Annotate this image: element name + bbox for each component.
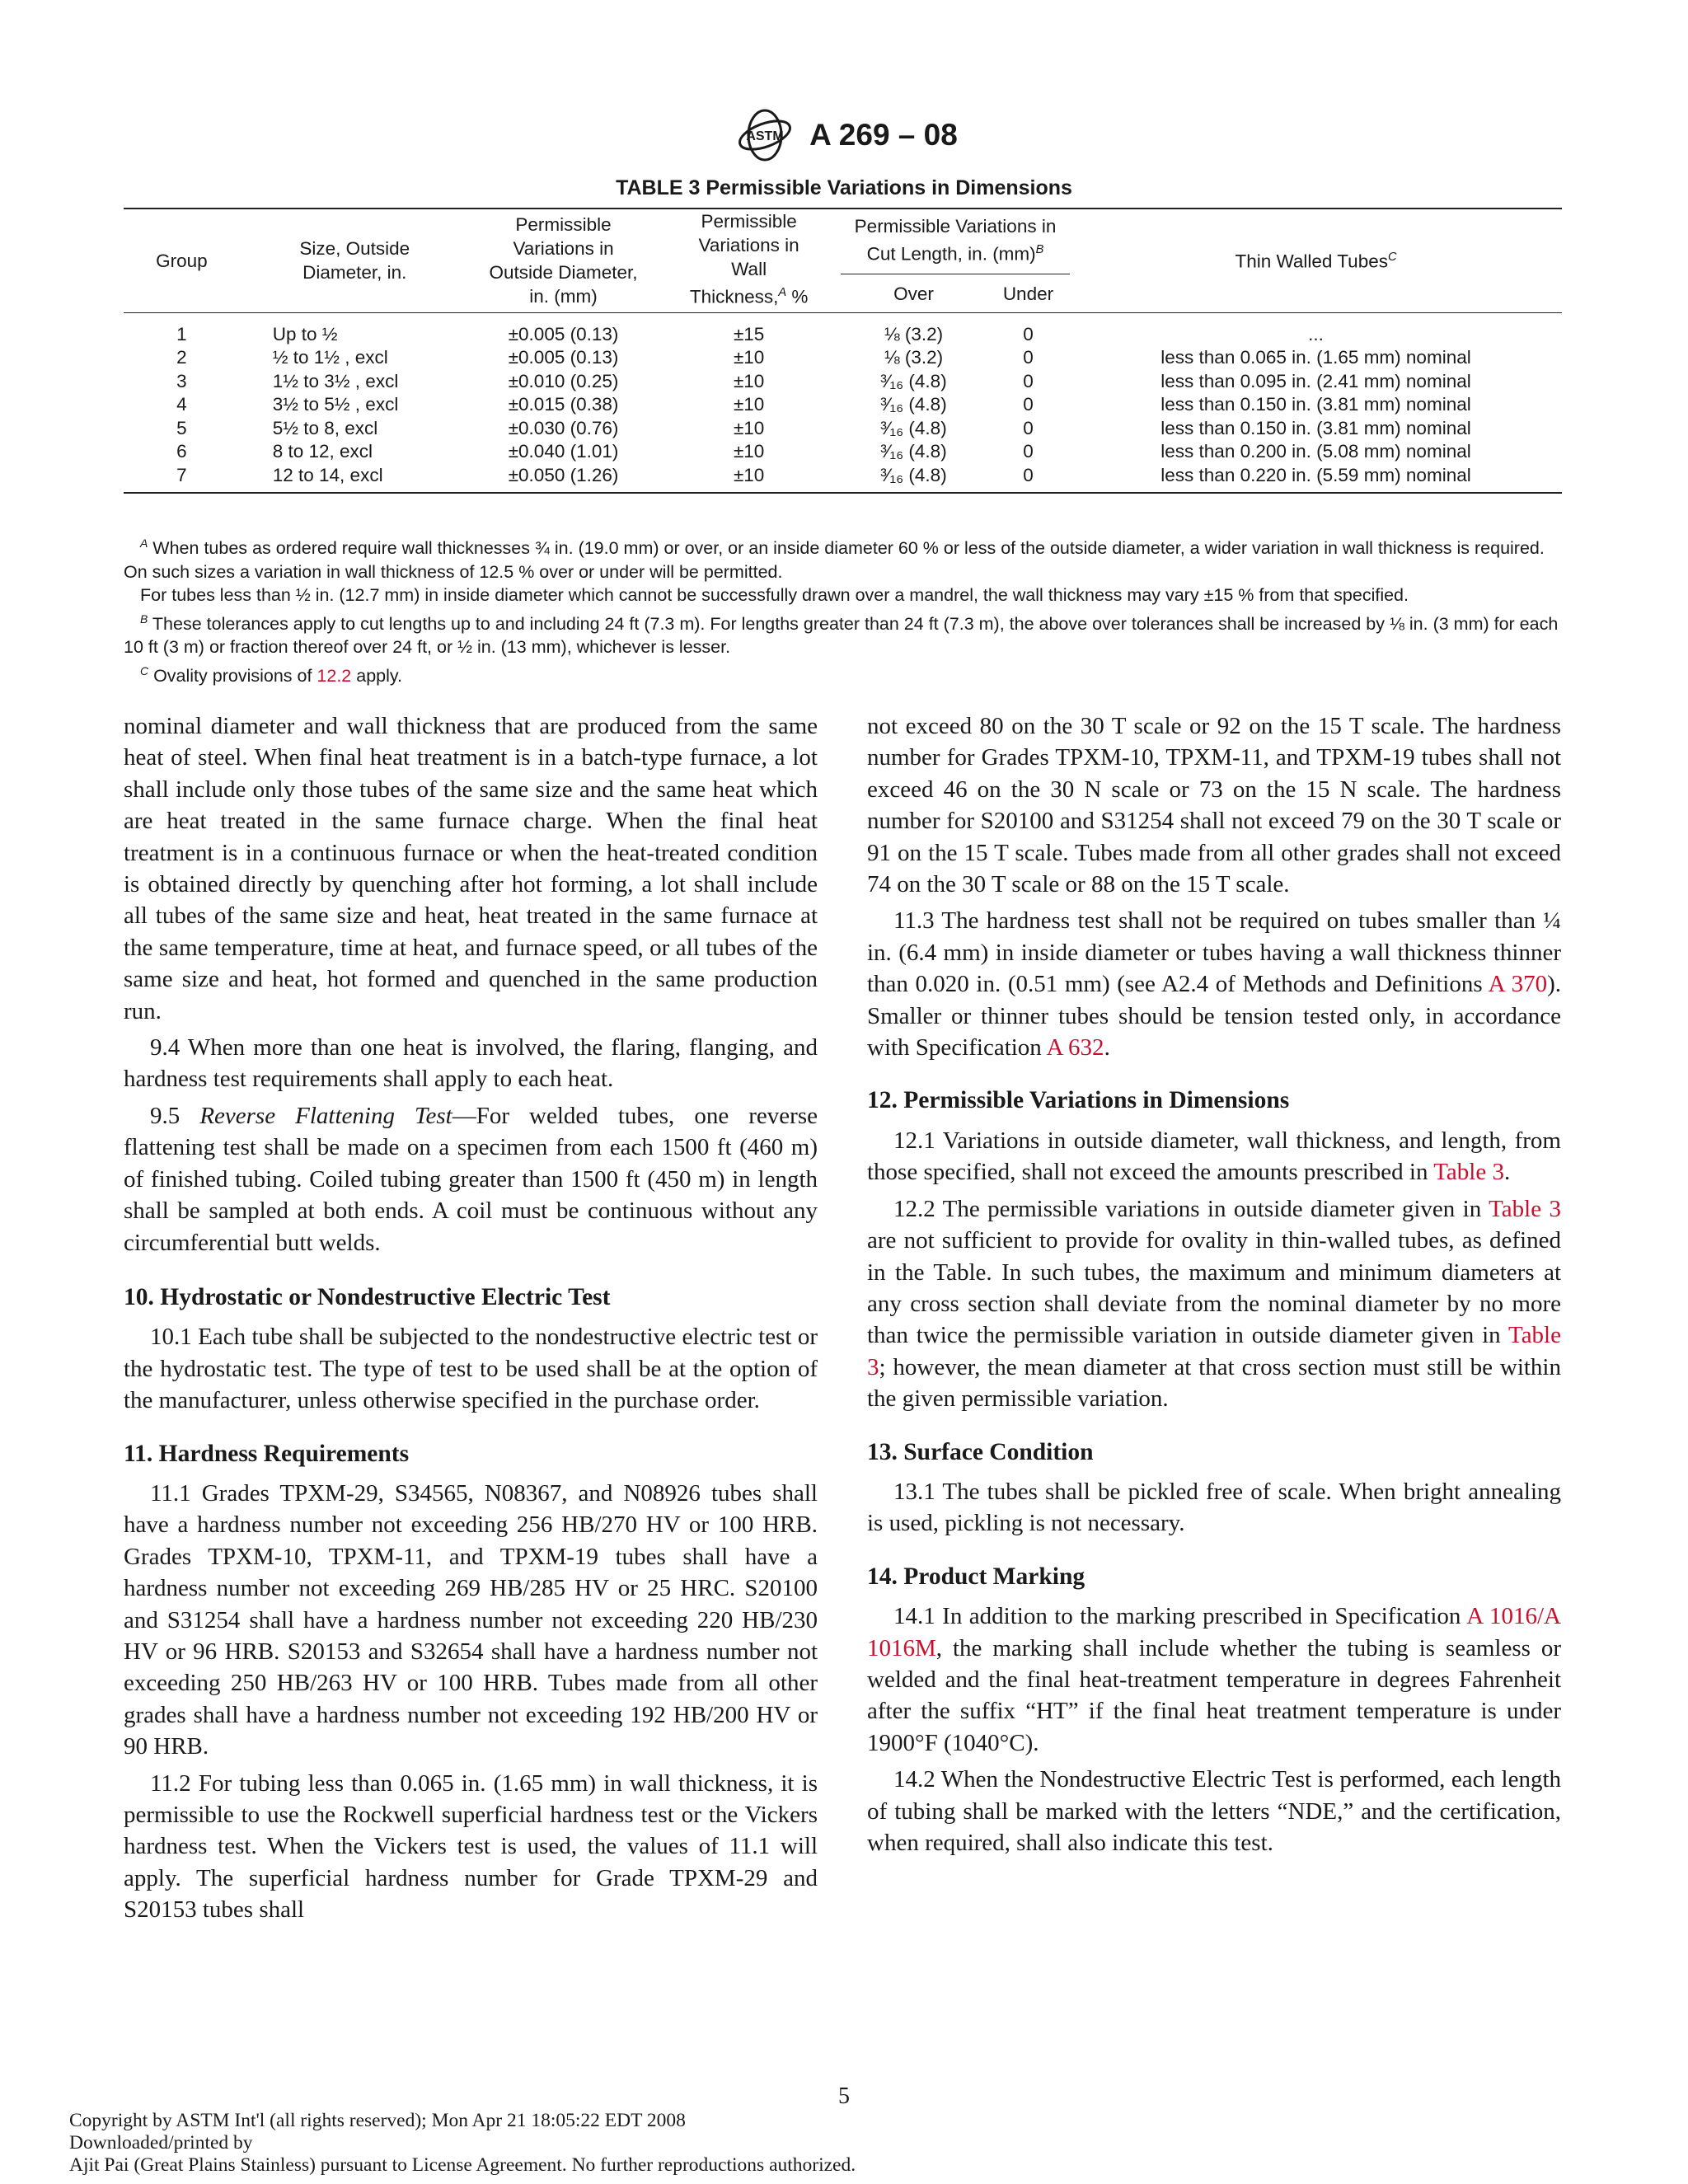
a370-link[interactable]: A 370 xyxy=(1488,971,1548,998)
paragraph-14-1: 14.1 In addition to the marking prescribed in Specification A 1016/A 1016M, the marking shall include whether the tubing is seamless or welded and the final heat-treatment temperature in degrees Fahrenheit after the suffix “HT” if the final heat treatment temperature is under 1900°F (1040°C). xyxy=(867,1603,1561,1756)
cell-group: 1 xyxy=(176,323,187,344)
cell-under: 0 xyxy=(1023,347,1034,368)
cell-thin-walled: less than 0.065 in. (1.65 mm) nominal xyxy=(1160,347,1471,368)
header-group: Group xyxy=(156,250,208,271)
paragraph-11-2-continued: not exceed 80 on the 30 T scale or 92 on the 15 T scale. The hardness number for Grades TPXM-10, TPXM-11, and TPXM-19 tubes shall not exceed 46 on the 30 N scale or 73 on the 15 N scale. The hardness number for S20100 and S31254 shall not exceed 79 on the 30 T scale or 91 on the 15 T scale. Tubes made from all other grades shall not exceed 74 on the 30 T scale or 88 on the 15 T scale. xyxy=(867,713,1561,898)
cell-under: 0 xyxy=(1023,394,1034,415)
cell-od: ±0.040 (1.01) xyxy=(508,441,619,462)
cell-wall: ±10 xyxy=(733,417,765,438)
cell-thin-walled: less than 0.095 in. (2.41 mm) nominal xyxy=(1160,370,1471,391)
table-footnotes xyxy=(124,532,1562,687)
table-row xyxy=(124,440,1562,464)
header-wall-variation: Permissible Variations in Wall Thickness,$^A$ % xyxy=(689,211,809,307)
cell-wall: ±10 xyxy=(657,464,841,494)
section-12-heading: 12. Permissible Variations in Dimensions xyxy=(867,1087,1290,1114)
paragraph-11-2: 11.2 For tubing less than 0.065 in. (1.65 mm) in wall thickness, it is permissible to use the Rockwell superficial hardness test or the Vickers hardness test. When the Vickers test is used, the values of 11.1 will apply. The superficial hardness number for Grade TPXM-29 and S20153 tubes shall xyxy=(124,1769,818,1924)
cell-under: 0 xyxy=(1023,323,1034,344)
section-14-heading: 14. Product Marking xyxy=(867,1563,1085,1590)
copyright-line: Copyright by ASTM Int'l (all rights reserved); Mon Apr 21 18:05:22 EDT 2008 xyxy=(69,2110,686,2131)
cell-under: 0 xyxy=(1023,441,1034,462)
cell-size: ½ to 1½ , excl xyxy=(272,347,388,368)
left-column xyxy=(124,710,818,1931)
table-3-link[interactable]: Table 3 xyxy=(1489,1195,1561,1222)
paragraph-14-2: 14.2 When the Nondestructive Electric Test is performed, each length of tubing shall be marked with the letters “NDE,” and the certification, when required, shall also indicate this test. xyxy=(867,1766,1561,1856)
table-row xyxy=(124,323,1562,347)
cell-over: ³⁄₁₆ (4.8) xyxy=(880,370,947,391)
cell-over: ³⁄₁₆ (4.8) xyxy=(841,464,987,494)
svg-text:ASTM: ASTM xyxy=(746,129,784,143)
cell-od: ±0.050 (1.26) xyxy=(470,464,657,494)
section-12-2-link[interactable]: 12.2 xyxy=(316,665,352,686)
page-number: 5 xyxy=(838,2083,850,2109)
document-number: A 269 – 08 xyxy=(809,118,958,152)
table-row xyxy=(124,393,1562,417)
cell-under: 0 xyxy=(1023,417,1034,438)
section-10-heading: 10. Hydrostatic or Nondestructive Electric Test xyxy=(124,1283,611,1310)
cell-thin-walled: less than 0.150 in. (3.81 mm) nominal xyxy=(1160,417,1471,438)
footnote-a-continued: For tubes less than ½ in. (12.7 mm) in inside diameter which cannot be successfully drawn over a mandrel, the wall thickness may vary ±15 % from that specified. xyxy=(140,585,1409,606)
astm-logo-icon xyxy=(730,105,799,165)
cell-thin-walled: ... xyxy=(1308,323,1324,344)
cell-od: ±0.015 (0.38) xyxy=(508,394,619,415)
table-caption: TABLE 3 Permissible Variations in Dimensions xyxy=(616,176,1072,199)
cell-group: 4 xyxy=(176,394,187,415)
cell-wall: ±10 xyxy=(733,441,765,462)
cell-over: ⅛ (3.2) xyxy=(884,323,944,344)
page-header xyxy=(0,105,1688,165)
footnote-c: $^C$ Ovality provisions of 12.2 apply. xyxy=(140,663,403,686)
cell-over: ⅛ (3.2) xyxy=(884,347,944,368)
a632-link[interactable]: A 632 xyxy=(1046,1034,1104,1062)
cell-wall: ±10 xyxy=(733,370,765,391)
copyright-line: Downloaded/printed by xyxy=(69,2132,253,2154)
table-3-link[interactable]: Table 3 xyxy=(1433,1159,1504,1186)
cell-wall: ±10 xyxy=(733,347,765,368)
paragraph-10-1: 10.1 Each tube shall be subjected to the nondestructive electric test or the hydrostatic test. The type of test to be used shall be at the option of the manufacturer, unless otherwise specified in the purchase order. xyxy=(124,1324,818,1414)
cell-thin-walled: less than 0.220 in. (5.59 mm) nominal xyxy=(1070,464,1562,494)
cell-under: 0 xyxy=(1023,370,1034,391)
cell-over: ³⁄₁₆ (4.8) xyxy=(880,394,947,415)
cell-od: ±0.005 (0.13) xyxy=(508,323,619,344)
cell-size: 3½ to 5½ , excl xyxy=(272,394,399,415)
section-13-heading: 13. Surface Condition xyxy=(867,1438,1094,1465)
copyright-line: Ajit Pai (Great Plains Stainless) pursuant to License Agreement. No further reproductions authorized. xyxy=(69,2154,856,2176)
cell-over: ³⁄₁₆ (4.8) xyxy=(880,441,947,462)
dimensions-table xyxy=(124,208,1562,494)
table-3-link[interactable]: Table 3 xyxy=(867,1322,1561,1380)
cell-size: Up to ½ xyxy=(272,323,338,344)
cell-size: 12 to 14, excl xyxy=(240,464,470,494)
cell-wall: ±15 xyxy=(733,323,765,344)
paragraph-12-2: 12.2 The permissible variations in outside diameter given in Table 3 are not sufficient to provide for ovality in thin-walled tubes, as defined in the Table. In such tubes, the maximum and minimum diameters at any cross section shall deviate from the nominal diameter by no more than twice the permissible variation in outside diameter given in Table 3; however, the mean diameter at that cross section must still be within the given permissible variation. xyxy=(867,1195,1561,1413)
cell-od: ±0.005 (0.13) xyxy=(508,347,619,368)
cell-od: ±0.030 (0.76) xyxy=(508,417,619,438)
paragraph-12-1: 12.1 Variations in outside diameter, wall thickness, and length, from those specified, shall not exceed the amounts prescribed in Table 3. xyxy=(867,1127,1561,1186)
footnote-a: $^A$ When tubes as ordered require wall thicknesses ¾ in. (19.0 mm) or over, or an inside diameter 60 % or less of the outside diameter, a wider variation in wall thickness is required. On such sizes a variation in wall thickness of 12.5 % over or under will be permitted. xyxy=(124,537,1545,582)
header-thin-walled: Thin Walled Tubes$^C$ xyxy=(1235,251,1397,272)
header-over: Over xyxy=(893,284,934,305)
copyright-notice xyxy=(69,2110,856,2177)
header-cut-length: Permissible Variations in Cut Length, in. (mm)$^B$ xyxy=(841,209,1070,274)
paragraph-11-1: 11.1 Grades TPXM-29, S34565, N08367, and N08926 tubes shall have a hardness number not exceeding 256 HB/270 HV or 100 HRB. Grades TPXM-10, TPXM-11, and TPXM-19 tubes shall have a hardness number not exceeding 269 HB/285 HV or 25 HRC. S20100 and S31254 shall have a hardness number not exceeding 220 HB/230 HV or 96 HRB. S20153 and S32654 shall have a hardness number not exceeding 250 HB/263 HV or 100 HRB. Tubes made from all other grades shall have a hardness number not exceeding 192 HB/200 HV or 90 HRB. xyxy=(124,1479,818,1760)
paragraph-9-4: 9.4 When more than one heat is involved, the flaring, flanging, and hardness test requirements shall apply to each heat. xyxy=(124,1034,818,1093)
paragraph-11-3: 11.3 The hardness test shall not be required on tubes smaller than ¼ in. (6.4 mm) in inside diameter or tubes having a wall thickness thinner than 0.020 in. (0.51 mm) (see A2.4 of Methods and Definitions A 370). Smaller or thinner tubes should be tension tested only, in accordance with Specification A 632. xyxy=(867,907,1562,1062)
footnote-b: $^B$ These tolerances apply to cut lengths up to and including 24 ft (7.3 m). For lengths greater than 24 ft (7.3 m), the above over tolerances shall be increased by ⅛ in. (3 mm) for each 10 ft (3 m) or fraction thereof over 24 ft, or ½ in. (13 mm), whichever is lesser. xyxy=(124,612,1559,658)
cell-size: 8 to 12, excl xyxy=(272,441,373,462)
cell-group: 5 xyxy=(176,417,187,438)
cell-size: 1½ to 3½ , excl xyxy=(272,370,399,391)
cell-group: 2 xyxy=(176,347,187,368)
cell-wall: ±10 xyxy=(733,394,765,415)
paragraph-9-5: 9.5 Reverse Flattening Test—For welded tubes, one reverse flattening test shall be made on a specimen from each 1500 ft (460 m) of finished tubing. Coiled tubing greater than 1500 ft (450 m) in length shall be sampled at both ends. A coil must be continuous without any circumferential butt welds. xyxy=(124,1102,818,1256)
cell-over: ³⁄₁₆ (4.8) xyxy=(880,417,947,438)
cell-thin-walled: less than 0.200 in. (5.08 mm) nominal xyxy=(1160,441,1471,462)
cell-group: 6 xyxy=(176,441,187,462)
right-column xyxy=(867,710,1561,1863)
table-row xyxy=(124,417,1562,441)
cell-thin-walled: less than 0.150 in. (3.81 mm) nominal xyxy=(1160,394,1471,415)
section-11-heading: 11. Hardness Requirements xyxy=(124,1440,410,1467)
table-row xyxy=(124,464,1562,494)
table-row xyxy=(124,370,1562,394)
paragraph-13-1: 13.1 The tubes shall be pickled free of scale. When bright annealing is used, pickling is not necessary. xyxy=(867,1478,1561,1537)
cell-size: 5½ to 8, excl xyxy=(272,417,378,438)
table-row xyxy=(124,346,1562,370)
header-size: Size, Outside Diameter, in. xyxy=(299,238,410,284)
header-od-variation: Permissible Variations in Outside Diameter, in. (mm) xyxy=(489,214,638,307)
a1016-link[interactable]: A 1016/A 1016M xyxy=(867,1603,1561,1661)
header-under: Under xyxy=(1002,284,1054,305)
cell-under: 0 xyxy=(987,464,1070,494)
paragraph-9-3-continued: nominal diameter and wall thickness that are produced from the same heat of steel. When final heat treatment is in a batch-type furnace, a lot shall include only those tubes of the same size and the same heat which are heat treated in the same furnace charge. When the final heat treatment is in a continuous furnace or when the heat-treated condition is obtained directly by quenching after hot forming, a lot shall include all tubes of the same size and heat, heat treated in the same furnace at the same temperature, time at heat, and furnace speed, or all tubes of the same size and heat, hot formed and quenched in the same production run. xyxy=(124,713,818,1024)
cell-group: 7 xyxy=(124,464,240,494)
cell-group: 3 xyxy=(176,370,187,391)
cell-od: ±0.010 (0.25) xyxy=(508,370,619,391)
